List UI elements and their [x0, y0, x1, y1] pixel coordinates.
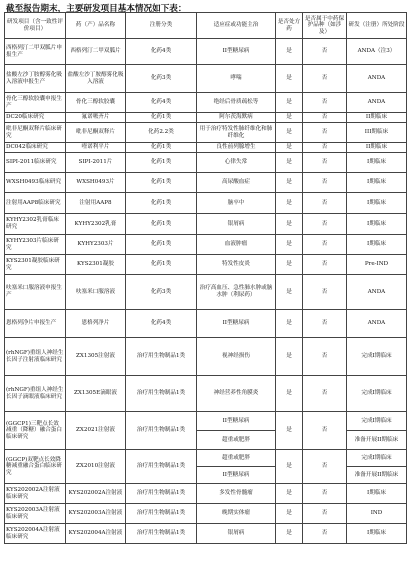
cell-project: (GGCP)双靶点长效降糖减重融合蛋白临床研究: [5, 450, 66, 484]
cell-reg-class: 化药2.2类: [126, 123, 197, 143]
col-header-tcm-protected: 是否属于中药保护品种（如涉及）: [303, 13, 347, 39]
cell-indication: 特发性皮炎: [197, 255, 276, 275]
cell-indication: II型糖尿病: [197, 467, 276, 484]
cell-project: 恩格列净片申报生产: [5, 310, 66, 338]
cell-project: 呋塞米口服溶液申报生产: [5, 275, 66, 310]
table-row: [5, 524, 407, 544]
cell-reg-class: 治疗用生物制品1类: [126, 450, 197, 484]
cell-tcm-protected: 否: [303, 255, 347, 275]
col-header-product: 药（产）品名称: [66, 13, 126, 39]
col-header-indication: 适应症或功能主治: [197, 13, 276, 39]
cell-tcm-protected: 否: [303, 93, 347, 113]
cell-indication: 多发性骨髓瘤: [197, 484, 276, 504]
cell-reg-class: 化药1类: [126, 113, 197, 123]
cell-reg-class: 治疗用生物制品1类: [126, 504, 197, 524]
table-row: [5, 376, 407, 412]
cell-reg-class: 化药1类: [126, 214, 197, 235]
col-header-prescription: 是否处方药: [276, 13, 303, 39]
cell-prescription: 是: [276, 193, 303, 214]
col-header-project: 研发项目（含一致性评价项目）: [5, 13, 66, 39]
cell-prescription: 是: [276, 123, 303, 143]
cell-indication: 治疗高血压、急性肺水肿或脑水肿（利尿药）: [197, 275, 276, 310]
cell-indication: 心律失常: [197, 153, 276, 173]
table-row: [5, 214, 407, 235]
rd-projects-table-wrap: [4, 12, 406, 544]
col-header-reg-class: 注册分类: [126, 13, 197, 39]
cell-stage: 完成I期临床: [347, 376, 407, 412]
cell-indication: 视神经损伤: [197, 338, 276, 376]
cell-indication: 脑卒中: [197, 193, 276, 214]
cell-stage: 完成I期临床: [347, 338, 407, 376]
cell-project: KYHY2302乳膏临床研究: [5, 214, 66, 235]
cell-prescription: 是: [276, 338, 303, 376]
cell-product: 恩格列净片: [66, 310, 126, 338]
cell-stage: II期临床: [347, 113, 407, 123]
cell-tcm-protected: 否: [303, 412, 347, 450]
cell-stage: I期临床: [347, 173, 407, 193]
cell-prescription: 是: [276, 255, 303, 275]
cell-reg-class: 化药1类: [126, 193, 197, 214]
cell-stage: I期临床: [347, 153, 407, 173]
cell-indication: 银屑病: [197, 214, 276, 235]
cell-project: (rhNGF)重组人神经生长因子注射液临床研究: [5, 338, 66, 376]
cell-product: ZX2010注射液: [66, 450, 126, 484]
cell-reg-class: 化药4类: [126, 39, 197, 65]
cell-stage: IND: [347, 504, 407, 524]
cell-stage: 准备开展II期临床: [347, 431, 407, 450]
cell-stage: I期临床: [347, 484, 407, 504]
cell-tcm-protected: 否: [303, 275, 347, 310]
table-row: [5, 484, 407, 504]
cell-tcm-protected: 否: [303, 310, 347, 338]
cell-product: 注射用AAP8: [66, 193, 126, 214]
cell-project: 注射用AAP8临床研究: [5, 193, 66, 214]
cell-tcm-protected: 否: [303, 143, 347, 153]
cell-product: SIPI-2011片: [66, 153, 126, 173]
cell-indication: 用于治疗特发性肺纤维化和肺纤维化: [197, 123, 276, 143]
cell-product: ZX2021注射液: [66, 412, 126, 450]
cell-project: KYS202002A注射液临床研究: [5, 484, 66, 504]
table-row: [5, 338, 407, 376]
cell-stage: ANDA: [347, 65, 407, 93]
cell-project: WXSH0493临床研究: [5, 173, 66, 193]
cell-stage: ANDA: [347, 93, 407, 113]
cell-stage: I期临床: [347, 524, 407, 544]
cell-prescription: 是: [276, 412, 303, 450]
cell-reg-class: 化药3类: [126, 65, 197, 93]
cell-tcm-protected: 否: [303, 214, 347, 235]
cell-reg-class: 治疗用生物制品1类: [126, 524, 197, 544]
table-row: [5, 93, 407, 113]
cell-reg-class: 治疗用生物制品1类: [126, 412, 197, 450]
cell-product: KYS202003A注射液: [66, 504, 126, 524]
cell-reg-class: 治疗用生物制品1类: [126, 376, 197, 412]
cell-reg-class: 治疗用生物制品1类: [126, 338, 197, 376]
cell-tcm-protected: 否: [303, 113, 347, 123]
cell-indication: 银屑病: [197, 524, 276, 544]
cell-stage: ANDA: [347, 310, 407, 338]
cell-project: KYS202003A注射液临床研究: [5, 504, 66, 524]
cell-prescription: 是: [276, 235, 303, 255]
table-row: [5, 310, 407, 338]
table-row: [5, 255, 407, 275]
cell-product: KYHY2303片: [66, 235, 126, 255]
cell-prescription: 是: [276, 524, 303, 544]
cell-tcm-protected: 否: [303, 65, 347, 93]
cell-indication: 神经营养性角膜炎: [197, 376, 276, 412]
cell-tcm-protected: 否: [303, 123, 347, 143]
cell-prescription: 是: [276, 376, 303, 412]
cell-tcm-protected: 否: [303, 338, 347, 376]
cell-stage: ANDA（注3）: [347, 39, 407, 65]
cell-stage: I期临床: [347, 193, 407, 214]
cell-project: KYS202004A注射液临床研究: [5, 524, 66, 544]
cell-prescription: 是: [276, 275, 303, 310]
cell-tcm-protected: 否: [303, 524, 347, 544]
cell-prescription: 是: [276, 143, 303, 153]
table-row: [5, 504, 407, 524]
cell-product: KYS202004A注射液: [66, 524, 126, 544]
cell-stage: ANDA: [347, 275, 407, 310]
table-row: [5, 412, 407, 431]
table-row: [5, 173, 407, 193]
cell-stage: I期临床: [347, 214, 407, 235]
cell-stage: 准备开展II期临床: [347, 467, 407, 484]
cell-product: 骨化三醇软胶囊: [66, 93, 126, 113]
table-row: [5, 275, 407, 310]
cell-indication: 阿尔茨海默病: [197, 113, 276, 123]
cell-project: DC20临床研究: [5, 113, 66, 123]
cell-product: ZX1305E滴眼液: [66, 376, 126, 412]
cell-indication: 高尿酸血症: [197, 173, 276, 193]
cell-product: 喹诺利平片: [66, 143, 126, 153]
cell-product: ZX1305注射液: [66, 338, 126, 376]
cell-tcm-protected: 否: [303, 484, 347, 504]
cell-reg-class: 化药4类: [126, 310, 197, 338]
table-row: [5, 143, 407, 153]
cell-stage: I期临床: [347, 235, 407, 255]
cell-reg-class: 化药3类: [126, 275, 197, 310]
cell-reg-class: 化药1类: [126, 153, 197, 173]
cell-prescription: 是: [276, 504, 303, 524]
table-row: [5, 193, 407, 214]
cell-project: (rhNGF)重组人神经生长因子滴眼液临床研究: [5, 376, 66, 412]
cell-indication: 血液肿瘤: [197, 235, 276, 255]
cell-reg-class: 化药4类: [126, 93, 197, 113]
cell-product: 吡非尼酮双释片: [66, 123, 126, 143]
cell-tcm-protected: 否: [303, 235, 347, 255]
table-row: [5, 235, 407, 255]
cell-stage: Pre-IND: [347, 255, 407, 275]
cell-indication: II型糖尿病: [197, 39, 276, 65]
cell-project: (GGCP1)三靶点长效减重（降糖）融合蛋白临床研究: [5, 412, 66, 450]
cell-stage: II期临床: [347, 143, 407, 153]
table-row: [5, 450, 407, 467]
cell-product: 呋塞米口服溶液: [66, 275, 126, 310]
cell-tcm-protected: 否: [303, 376, 347, 412]
cell-tcm-protected: 否: [303, 39, 347, 65]
cell-project: DC042临床研究: [5, 143, 66, 153]
cell-prescription: 是: [276, 173, 303, 193]
cell-indication: 晚期实体瘤: [197, 504, 276, 524]
cell-tcm-protected: 否: [303, 450, 347, 484]
cell-project: KYHY2303片临床研究: [5, 235, 66, 255]
cell-prescription: 是: [276, 214, 303, 235]
cell-prescription: 是: [276, 39, 303, 65]
cell-project: 骨化三醇软胶囊申报生产: [5, 93, 66, 113]
table-row: [5, 65, 407, 93]
col-header-stage: 研发（注册）所处阶段: [347, 13, 407, 39]
cell-tcm-protected: 否: [303, 193, 347, 214]
rd-projects-table: [4, 12, 407, 544]
table-row: [5, 39, 407, 65]
cell-prescription: 是: [276, 450, 303, 484]
cell-indication: 绝经后骨质疏松等: [197, 93, 276, 113]
cell-project: 盐酸左沙丁胺醇雾化吸入溶液申报生产: [5, 65, 66, 93]
table-row: [5, 113, 407, 123]
table-row: [5, 153, 407, 173]
cell-product: 盐酸左沙丁胺醇雾化吸入溶液: [66, 65, 126, 93]
cell-indication: 超重或肥胖: [197, 450, 276, 467]
cell-reg-class: 化药1类: [126, 235, 197, 255]
cell-prescription: 是: [276, 113, 303, 123]
cell-reg-class: 化药1类: [126, 255, 197, 275]
cell-stage: III期临床: [347, 123, 407, 143]
cell-prescription: 是: [276, 93, 303, 113]
cell-project: 吡非尼酮双释片临床研究: [5, 123, 66, 143]
cell-prescription: 是: [276, 153, 303, 173]
table-header-row: [5, 13, 407, 39]
cell-product: WXSH0493片: [66, 173, 126, 193]
cell-reg-class: 治疗用生物制品1类: [126, 484, 197, 504]
cell-project: KYS2301凝胶临床研究: [5, 255, 66, 275]
cell-tcm-protected: 否: [303, 173, 347, 193]
cell-indication: 哮喘: [197, 65, 276, 93]
cell-prescription: 是: [276, 65, 303, 93]
table-row: [5, 123, 407, 143]
cell-project: 西格列汀二甲双胍片申报生产: [5, 39, 66, 65]
cell-indication: 良性前列腺增生: [197, 143, 276, 153]
cell-indication: 超重或肥胖: [197, 431, 276, 450]
cell-project: SIPI-2011临床研究: [5, 153, 66, 173]
section-heading: 截至报告期末，主要研发项目基本情况如下表：: [6, 4, 187, 14]
cell-tcm-protected: 否: [303, 153, 347, 173]
cell-product: KYS2301凝胶: [66, 255, 126, 275]
cell-indication: II型糖尿病: [197, 310, 276, 338]
cell-product: 氟诺哌齐片: [66, 113, 126, 123]
cell-product: KYHY2302乳膏: [66, 214, 126, 235]
cell-stage: 完成I期临床: [347, 412, 407, 431]
cell-stage: 完成I期临床: [347, 450, 407, 467]
cell-product: 西格列汀二甲双胍片: [66, 39, 126, 65]
cell-reg-class: 化药1类: [126, 143, 197, 153]
cell-indication: II型糖尿病: [197, 412, 276, 431]
cell-prescription: 是: [276, 484, 303, 504]
cell-prescription: 是: [276, 310, 303, 338]
cell-tcm-protected: 否: [303, 504, 347, 524]
cell-reg-class: 化药1类: [126, 173, 197, 193]
cell-product: KYS202002A注射液: [66, 484, 126, 504]
